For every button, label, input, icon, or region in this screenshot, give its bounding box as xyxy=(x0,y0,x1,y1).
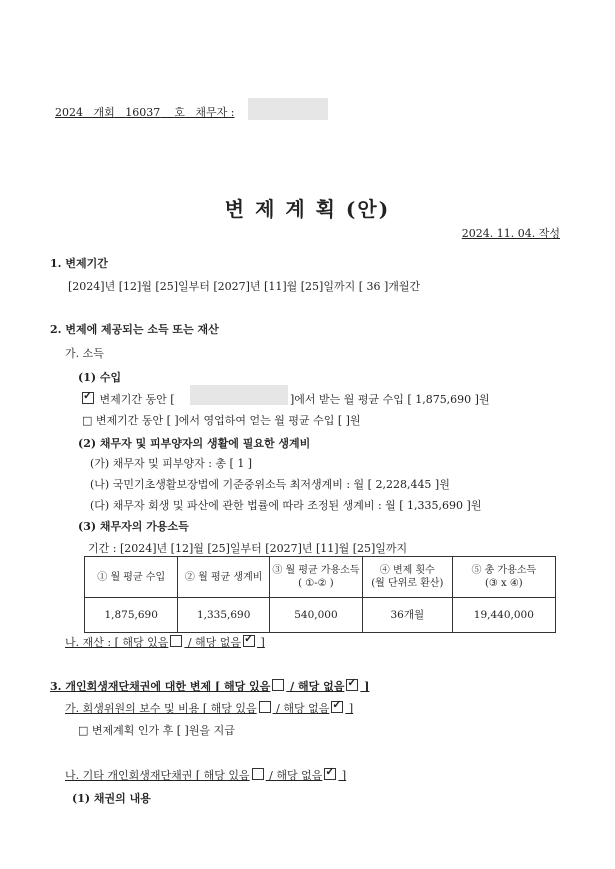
available-income-title: (3) 채무자의 가용소득 xyxy=(78,520,189,533)
checkbox-unchecked[interactable] xyxy=(259,701,271,713)
property-line: 나. 재산 : [ 해당 있음 / 해당 없음✓ ] xyxy=(65,634,265,650)
checkbox-unchecked[interactable] xyxy=(252,768,264,780)
section-3-na-item: (1) 채권의 내용 xyxy=(72,792,151,805)
case-year: 2024 xyxy=(55,106,83,119)
section-3-ga-item: □ 변제계획 인가 후 [ ]원을 지급 xyxy=(78,724,235,737)
income-title: (1) 수입 xyxy=(78,371,122,384)
table-header-cell: ③ 월 평균 가용소득 ( ①-② ) xyxy=(269,557,362,598)
redacted-employer xyxy=(190,385,288,405)
date-written: 2024. 11. 04. 작성 xyxy=(461,227,560,240)
case-ho: 호 xyxy=(174,106,185,119)
available-income-table xyxy=(84,556,556,633)
living-cost-title: (2) 채무자 및 피부양자의 생활에 필요한 생계비 xyxy=(78,437,311,450)
table-cell: 540,000 xyxy=(269,598,362,633)
section-3-heading: 3. 개인회생재단채권에 대한 변제 [ 해당 있음 / 해당 없음✓ ] xyxy=(50,678,369,694)
debtor-label: 채무자 : xyxy=(195,106,235,119)
checkbox-unchecked[interactable] xyxy=(170,635,182,647)
section-3-ga: 가. 회생위원의 보수 및 비용 [ 해당 있음 / 해당 없음✓ ] xyxy=(65,700,353,716)
living-cost-a: (가) 채무자 및 피부양자 : 총 [ 1 ] xyxy=(90,457,253,470)
living-cost-c: (다) 채무자 회생 및 파산에 관한 법률에 따라 조정된 생계비 : 월 [ 1,335,690 ]원 xyxy=(90,499,482,512)
checkbox-checked[interactable] xyxy=(346,679,358,691)
table-cell: 36개월 xyxy=(362,598,452,633)
section-2-heading: 2. 변제에 제공되는 소득 또는 재산 xyxy=(50,323,219,336)
checkbox-checked[interactable] xyxy=(324,768,336,780)
income-option-1 xyxy=(80,391,175,407)
table-header-cell: ④ 변제 횟수 (월 단위로 환산) xyxy=(362,557,452,598)
table-header-cell: ① 월 평균 수입 xyxy=(85,557,178,598)
case-gaehoe: 개회 xyxy=(93,106,115,119)
section-2-ga: 가. 소득 xyxy=(65,347,104,360)
table-header-cell: ② 월 평균 생계비 xyxy=(178,557,270,598)
page-title: 변 제 계 획 (안) xyxy=(224,197,391,221)
checkbox-unchecked[interactable] xyxy=(272,679,284,691)
section-3-na: 나. 기타 개인회생재단채권 [ 해당 있음 / 해당 없음✓ ] xyxy=(65,767,346,783)
table-cell: 19,440,000 xyxy=(452,598,555,633)
income-option-1-pre: 변제기간 동안 [ xyxy=(99,393,175,406)
available-income-period: 기간 : [2024]년 [12]월 [25]일부터 [2027]년 [11]월 [25]일까지 xyxy=(88,542,408,555)
table-cell: 1,335,690 xyxy=(178,598,270,633)
table-row xyxy=(85,598,556,633)
case-number: 16037 xyxy=(125,106,161,119)
living-cost-b: (나) 국민기초생활보장법에 기준중위소득 최저생계비 : 월 [ 2,228,445 ]원 xyxy=(90,478,450,491)
redacted-debtor-name xyxy=(248,98,328,120)
income-option-1-post: ]에서 받는 월 평균 수입 [ 1,875,690 ]원 xyxy=(290,393,490,406)
income-option-2: □ 변제기간 동안 [ ]에서 영업하여 얻는 월 평균 수입 [ ]원 xyxy=(82,414,361,427)
section-1-body: [2024]년 [12]월 [25]일부터 [2027]년 [11]월 [25]일까지 [ 36 ]개월간 xyxy=(68,280,421,293)
table-cell: 1,875,690 xyxy=(85,598,178,633)
checkbox-checked[interactable] xyxy=(243,635,255,647)
case-header xyxy=(55,104,235,120)
section-1-heading: 1. 변제기간 xyxy=(50,257,108,270)
checkbox-checked[interactable] xyxy=(331,701,343,713)
checkbox-checked[interactable] xyxy=(82,392,94,404)
table-header-cell: ⑤ 총 가용소득 (③ x ④) xyxy=(452,557,555,598)
